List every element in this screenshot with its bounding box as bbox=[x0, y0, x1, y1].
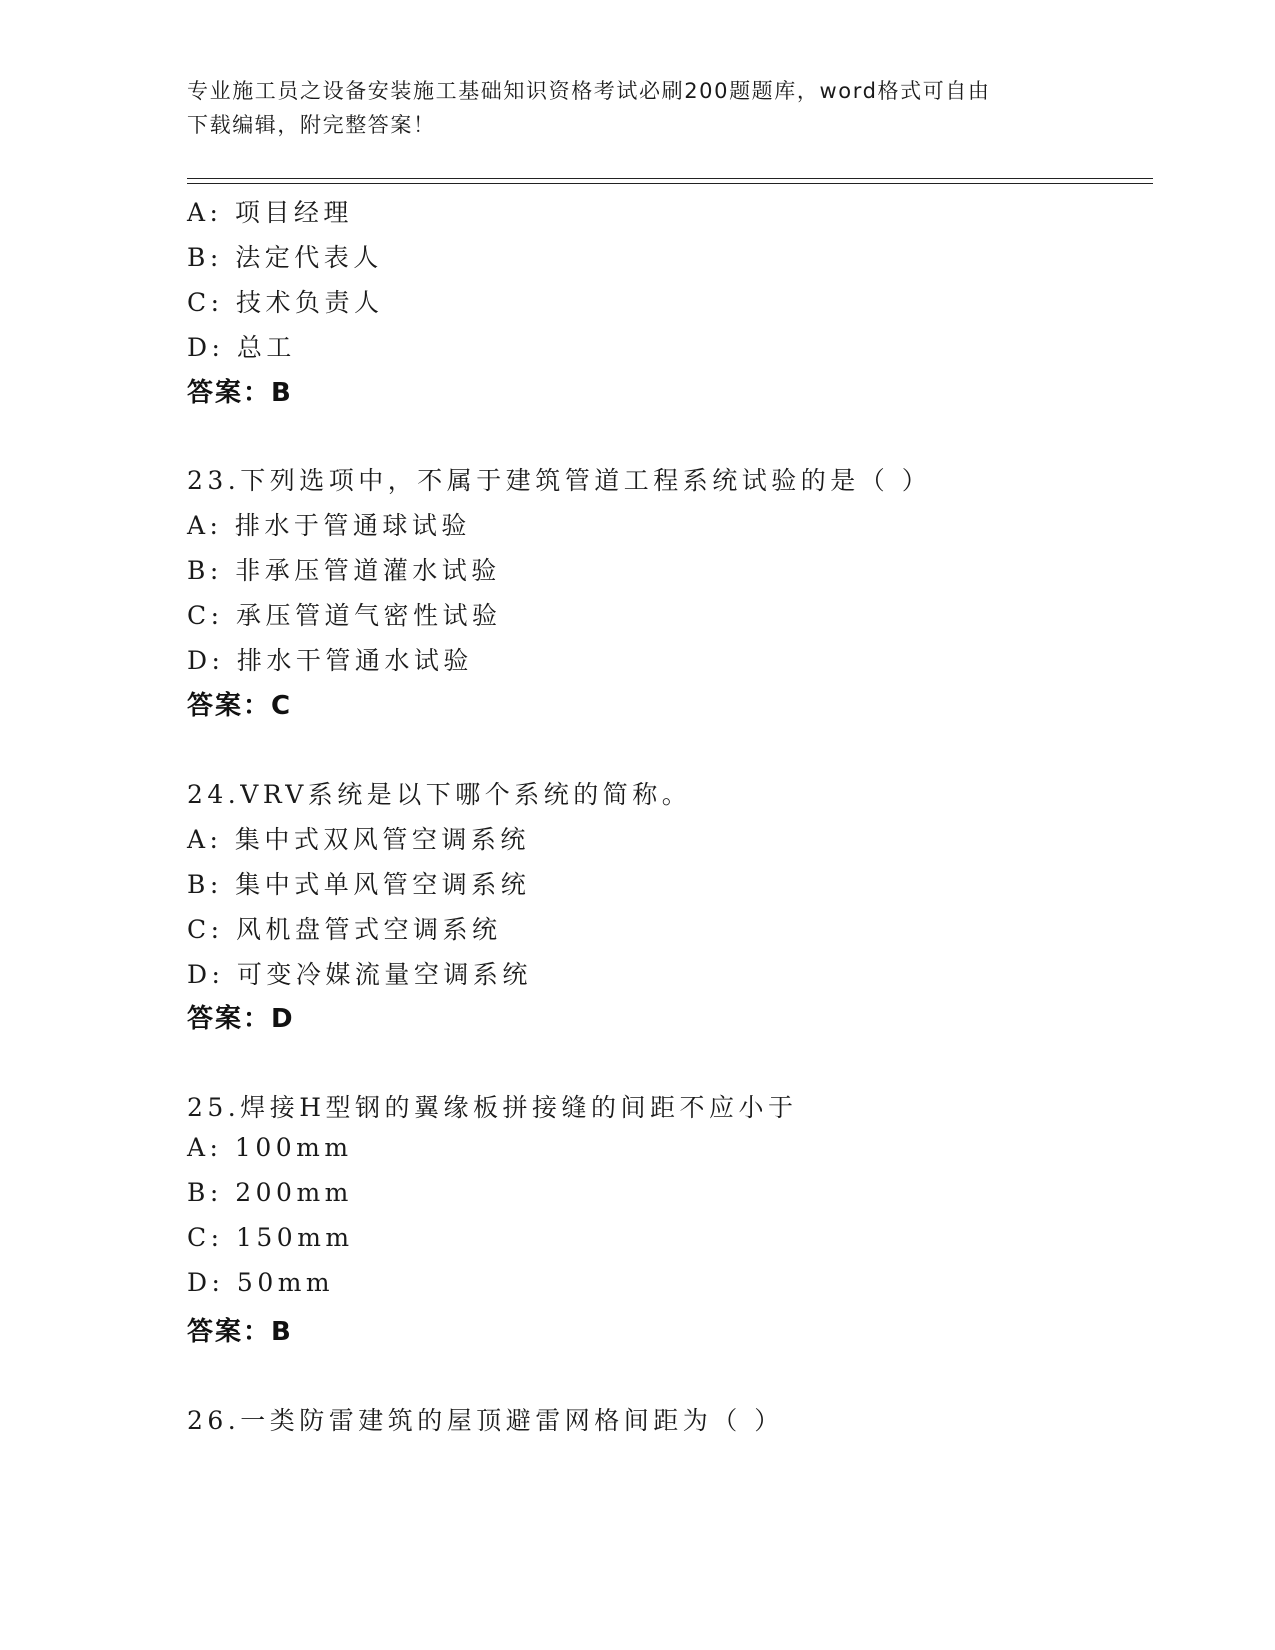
q24-option-c: C: 风机盘管式空调系统 bbox=[187, 915, 502, 944]
q25-option-b: B: 200mm bbox=[187, 1178, 353, 1207]
q23-option-c: C: 承压管道气密性试验 bbox=[187, 601, 502, 630]
q25-option-c: C: 150mm bbox=[187, 1223, 354, 1252]
q25-option-d: D: 50mm bbox=[187, 1268, 335, 1297]
header-divider-bottom bbox=[187, 183, 1153, 184]
q23-option-d: D: 排水干管通水试验 bbox=[187, 646, 473, 675]
q22-option-a: A: 项目经理 bbox=[187, 198, 353, 227]
header-divider-top bbox=[187, 178, 1153, 179]
q24-question: 24.VRV系统是以下哪个系统的简称。 bbox=[187, 780, 692, 809]
header-line-2: 下载编辑，附完整答案！ bbox=[187, 113, 436, 137]
q24-option-d: D: 可变冷媒流量空调系统 bbox=[187, 960, 532, 989]
q23-option-b: B: 非承压管道灌水试验 bbox=[187, 556, 501, 585]
header-line-1: 专业施工员之设备安装施工基础知识资格考试必刷200题题库，word格式可自由 bbox=[187, 79, 991, 103]
q25-answer: 答案：B bbox=[187, 1317, 293, 1347]
q22-option-b: B: 法定代表人 bbox=[187, 243, 383, 272]
q25-question: 25.焊接H型钢的翼缘板拼接缝的间距不应小于 bbox=[187, 1093, 798, 1122]
q24-answer: 答案：D bbox=[187, 1004, 295, 1034]
q24-option-b: B: 集中式单风管空调系统 bbox=[187, 870, 531, 899]
document-header bbox=[187, 74, 1077, 142]
q22-option-c: C: 技术负责人 bbox=[187, 288, 384, 317]
q26-question: 26.一类防雷建筑的屋顶避雷网格间距为（ ） bbox=[187, 1406, 784, 1435]
q24-option-a: A: 集中式双风管空调系统 bbox=[187, 825, 530, 854]
q22-option-d: D: 总工 bbox=[187, 333, 296, 362]
q23-answer: 答案：C bbox=[187, 691, 293, 721]
q23-option-a: A: 排水于管通球试验 bbox=[187, 511, 471, 540]
q22-answer: 答案：B bbox=[187, 378, 293, 408]
q25-option-a: A: 100mm bbox=[187, 1133, 353, 1162]
q23-question: 23.下列选项中，不属于建筑管道工程系统试验的是（ ） bbox=[187, 466, 932, 495]
